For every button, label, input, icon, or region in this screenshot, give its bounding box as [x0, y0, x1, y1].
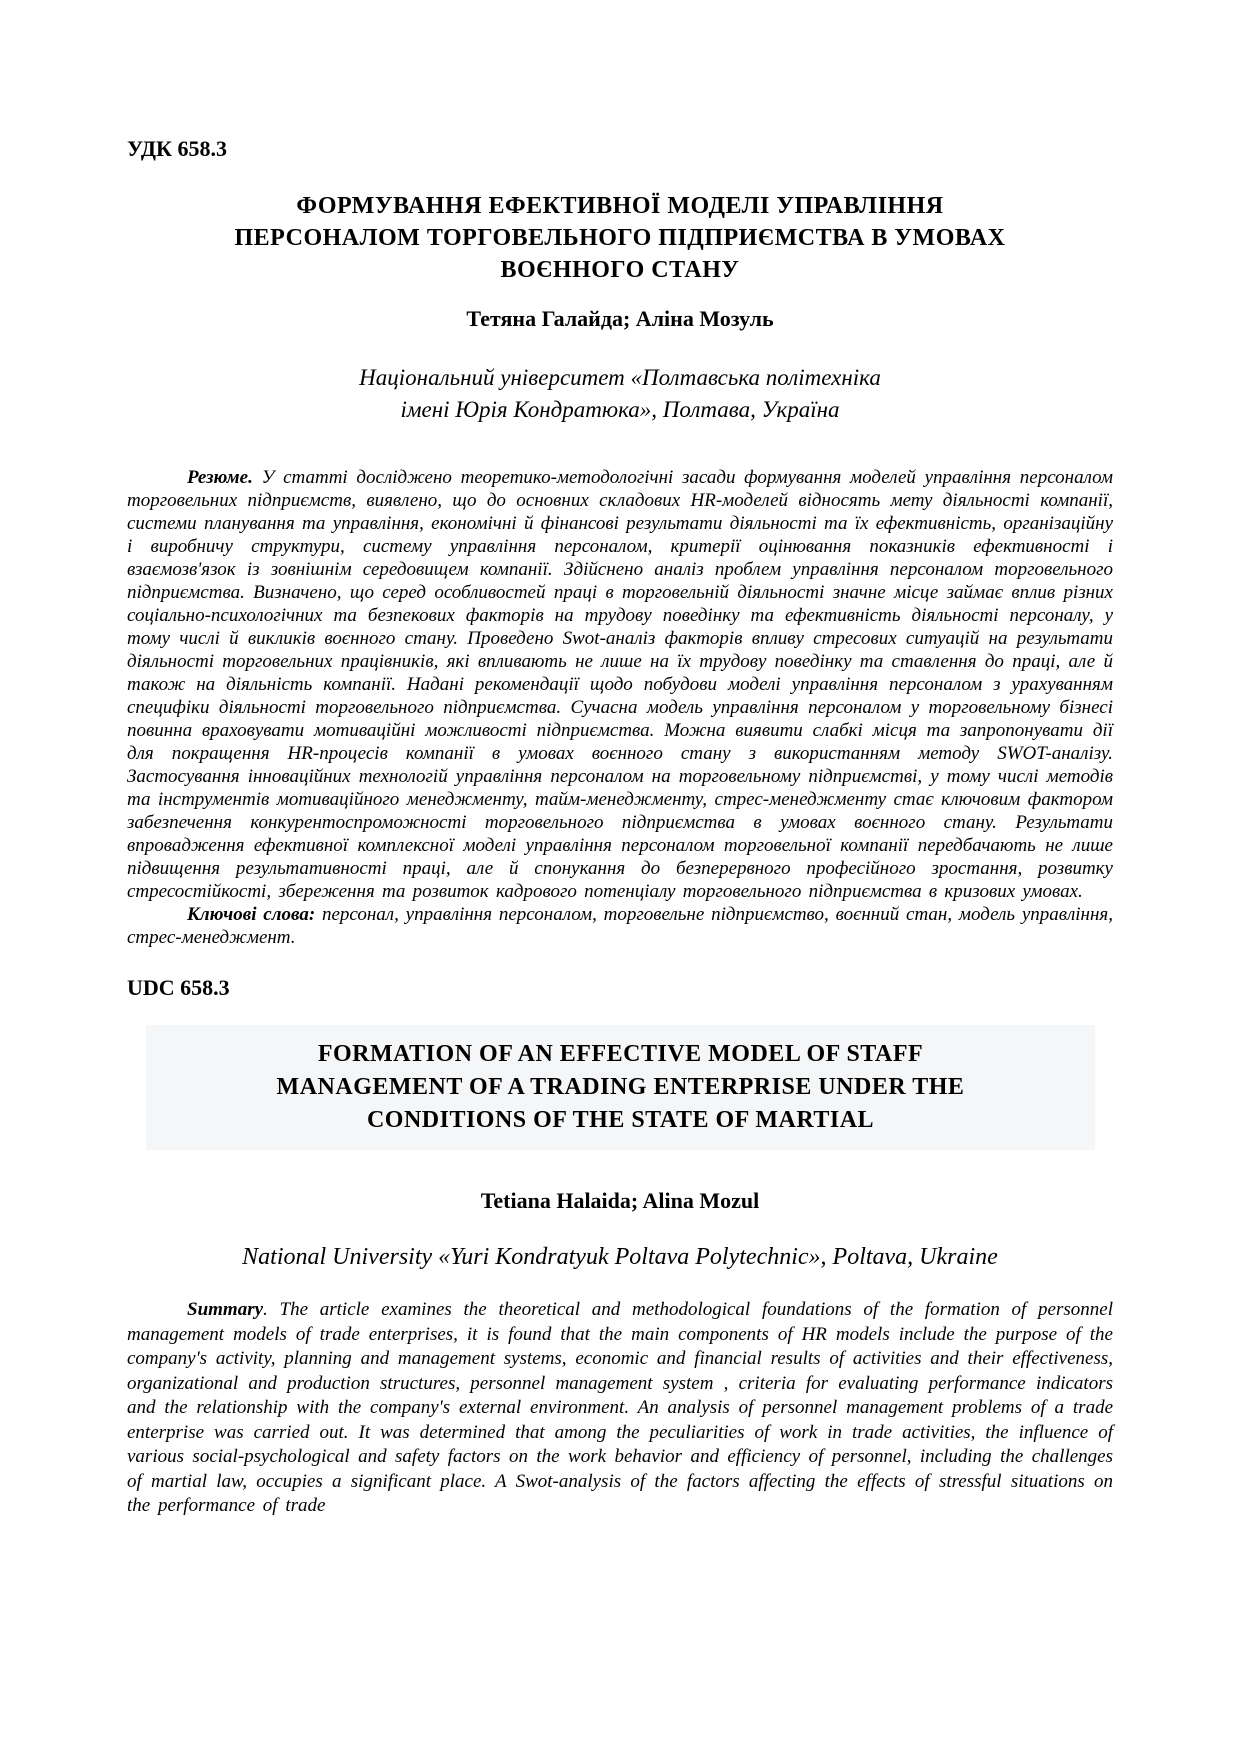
summary-en-text: . The article examines the theoretical and methodological foundations of the formation of personnel management models of trade enterprises, it is found that the main components of HR models include the purpose of the company's activity, planning and management systems, economic and financial results of activities and their effectiveness, organizational and production structures, personnel management system , criteria for evaluating performance indicators and the relationship with the company's external environment. An analysis of personnel management problems of a trade enterprise was carried out. It was determined that among the peculiarities of work in trade activities, the influence of various social-psychological and safety factors on the work behavior and efficiency of personnel, including the challenges of martial law, occupies a significant place. A Swot-analysis of the factors affecting the effects of stressful situations on the performance of trade [127, 1299, 1113, 1516]
affiliation-ua-line2: імені Юрія Кондратюка», Полтава, Україна [400, 397, 840, 422]
article-title-en-line2: MANAGEMENT OF A TRADING ENTERPRISE UNDER THE [276, 1074, 965, 1100]
article-title-ua [127, 190, 1113, 286]
udc-code-en: UDC 658.3 [127, 975, 230, 1000]
abstract-ua-text: У статті досліджено теоретико-методологічні засади формування моделей управління персоналом торговельних підприємств, виявлено, що до основних складових HR-моделей відносять мету діяльності компанії, системи планування та управління, економічні й фінансові результати діяльності та їх ефективність, організаційну і виробничу структури, систему управління персоналом, критерії оцінювання показників ефективності і взаємозв'язок із зовнішнім середовищем компанії. Здійснено аналіз проблем управління персоналом торговельного підприємства. Визначено, що серед особливостей праці в торговельній діяльності значне місце займає вплив різних соціально-психологічних та безпекових факторів на трудову поведінку та ефективність діяльності персоналу, у тому числі й викликів воєнного стану. Проведено Swot-аналіз факторів впливу стресових ситуацій на результати діяльності торговельних працівників, які впливають не лише на їх трудову поведінку та ставлення до праці, але й також на діяльність компанії. Надані рекомендації щодо побудови моделі управління персоналом з урахуванням специфіки діяльності торговельного підприємства. Сучасна модель управління персоналом у торговельному бізнесі повинна враховувати мотиваційні можливості підприємства. Можна виявити слабкі місця та запропонувати дії для покращення HR-процесів компанії в умовах воєнного стану з використанням методу SWOT-аналізу. Застосування інноваційних технологій управління персоналом на торговельному підприємстві, у тому числі методів та інструментів мотиваційного менеджменту, тайм-менеджменту, стрес-менеджменту стає ключовим фактором забезпечення конкурентоспроможності торговельного підприємства в умовах воєнного стану. Результати впровадження ефективної комплексної моделі управління персоналом торговельної компанії передбачають не лише підвищення результативності праці, але й спонукання до безперервного професійного зростання, розвитку стресостійкості, збереження та розвиток кадрового потенціалу торговельного підприємства в кризових умовах. [127, 467, 1113, 902]
article-title-ua-line3: ВОЄННОГО СТАНУ [500, 257, 740, 283]
title-en-highlight [146, 1025, 1095, 1150]
summary-en-label: Summary [187, 1299, 264, 1320]
article-title-ua-line1: ФОРМУВАННЯ ЕФЕКТИВНОЇ МОДЕЛІ УПРАВЛІННЯ [296, 193, 944, 219]
affiliation-en: National University «Yuri Kondratyuk Poltava Polytechnic», Poltava, Ukraine [242, 1244, 998, 1270]
article-title-ua-line2: ПЕРСОНАЛОМ ТОРГОВЕЛЬНОГО ПІДПРИЄМСТВА В УМОВАХ [234, 225, 1006, 251]
affiliation-ua-line1: Національний університет «Полтавська політехніка [359, 365, 881, 390]
abstract-ua [127, 466, 1113, 903]
article-title-en-line1: FORMATION OF AN EFFECTIVE MODEL OF STAFF [317, 1041, 924, 1067]
affiliation-ua [127, 362, 1113, 426]
keywords-ua [127, 903, 1113, 949]
article-title-en-line3: CONDITIONS OF THE STATE OF MARTIAL [366, 1107, 875, 1133]
authors-en: Tetiana Halaida; Alina Mozul [480, 1188, 760, 1213]
udc-code-ua: УДК 658.3 [127, 136, 228, 161]
authors-ua: Тетяна Галайда; Аліна Мозуль [466, 306, 774, 331]
summary-en [127, 1298, 1113, 1519]
abstract-ua-label: Резюме. [187, 467, 253, 488]
keywords-ua-text: персонал, управління персоналом, торговельне підприємство, воєнний стан, модель управління, стрес-менеджмент. [127, 904, 1113, 948]
keywords-ua-label: Ключові слова: [187, 904, 316, 925]
